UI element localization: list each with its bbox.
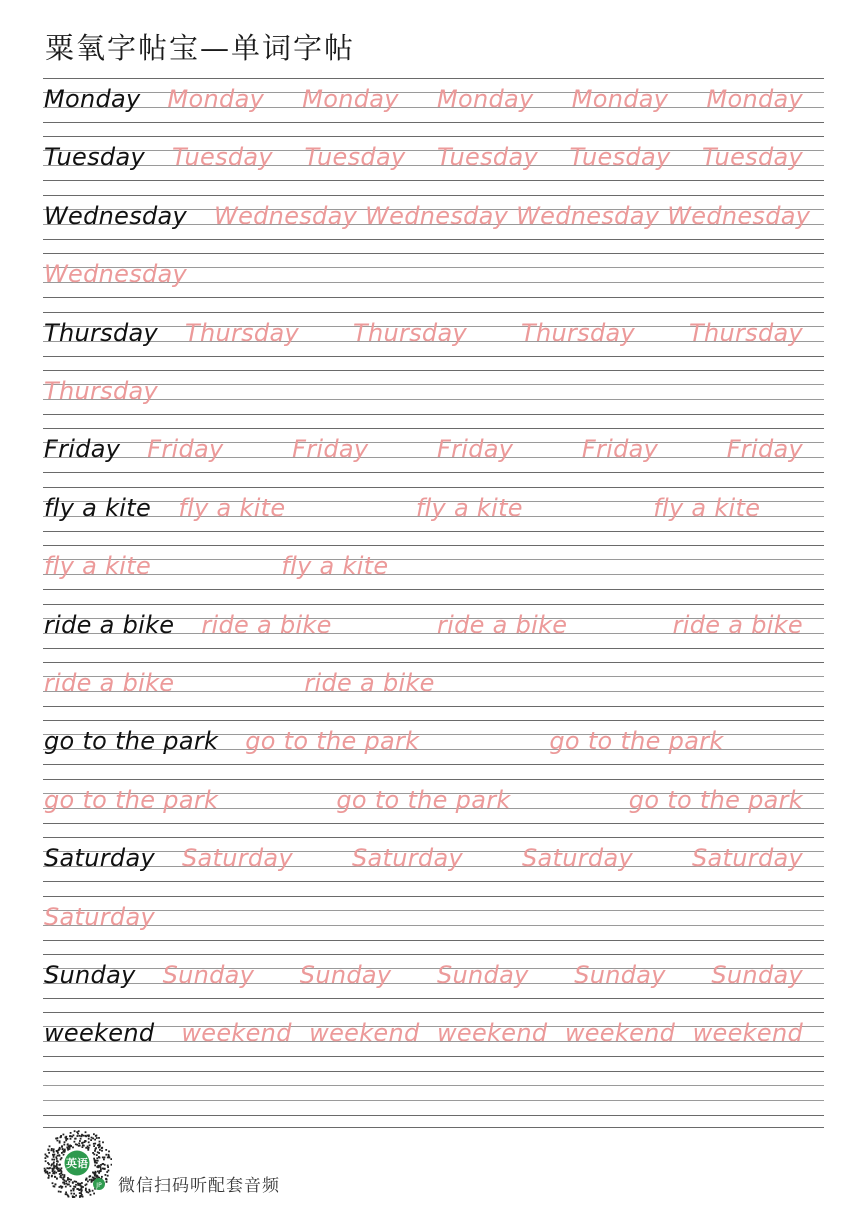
trace-word: Sunday: [162, 961, 255, 989]
guide-line: [43, 122, 824, 123]
guide-line: [43, 823, 824, 824]
guide-line: [43, 312, 824, 313]
qr-corner-label: JP: [96, 1182, 102, 1189]
guide-line: [43, 983, 824, 984]
model-word: ride a bike: [44, 610, 175, 639]
guide-line: [43, 531, 824, 532]
model-word: fly a kite: [44, 493, 152, 522]
trace-word: Wednesday: [44, 260, 188, 289]
model-word: weekend: [44, 1019, 155, 1048]
model-word: Sunday: [44, 961, 136, 989]
trace-word: weekend: [564, 1019, 676, 1048]
trace-word: fly a kite: [178, 493, 286, 522]
guide-line: [43, 487, 824, 488]
writing-row: [43, 954, 824, 1012]
trace-word: go to the park: [628, 785, 803, 814]
trace-word: ride a bike: [304, 669, 435, 697]
guide-line: [43, 195, 824, 196]
grid-bottom-line: [43, 1127, 824, 1128]
writing-row: [43, 253, 824, 311]
guide-line: [43, 370, 824, 371]
writing-row: [43, 779, 824, 837]
trace-word: Sunday: [574, 961, 666, 989]
trace-word: go to the park: [549, 727, 724, 756]
trace-word: Thursday: [521, 318, 635, 347]
guide-line: [43, 910, 824, 911]
trace-word: Sunday: [437, 961, 529, 989]
trace-word: fly a kite: [415, 493, 523, 522]
writing-row: [43, 1012, 824, 1070]
guide-line: [43, 78, 824, 79]
writing-row: [43, 1071, 824, 1129]
writing-row: [43, 428, 824, 486]
trace-word: fly a kite: [281, 552, 389, 581]
guide-line: [43, 779, 824, 780]
writing-row: [43, 487, 824, 545]
guide-line: [43, 136, 824, 137]
trace-word: Thursday: [184, 318, 299, 347]
guide-line: [43, 399, 824, 400]
trace-word: ride a bike: [44, 669, 175, 697]
writing-row: [43, 837, 824, 895]
trace-word: Thursday: [689, 318, 803, 347]
trace-word: Thursday: [44, 377, 158, 405]
guide-line: [43, 764, 824, 765]
guide-line: [43, 384, 824, 385]
writing-row: [43, 662, 824, 720]
guide-line: [43, 559, 824, 560]
trace-word: Friday: [726, 435, 803, 464]
trace-word: Wednesday: [365, 201, 509, 230]
guide-line: [43, 648, 824, 649]
trace-word: Wednesday: [516, 201, 660, 230]
writing-row: [43, 896, 824, 954]
writing-row: [43, 136, 824, 194]
guide-line: [43, 662, 824, 663]
guide-line: [43, 720, 824, 721]
model-word: Wednesday: [44, 201, 188, 230]
trace-word: Wednesday: [667, 201, 811, 230]
guide-line: [43, 589, 824, 590]
trace-word: Monday: [706, 85, 803, 113]
guide-line: [43, 1085, 824, 1086]
model-word: Saturday: [44, 844, 155, 873]
guide-line: [43, 1100, 824, 1101]
guide-line: [43, 925, 824, 926]
qr-badge-label: 英语: [66, 1157, 88, 1170]
guide-line: [43, 1012, 824, 1013]
guide-line: [43, 356, 824, 357]
writing-row: [43, 78, 824, 136]
guide-line: [43, 180, 824, 181]
trace-word: fly a kite: [44, 552, 152, 581]
trace-word: Saturday: [181, 844, 293, 873]
guide-line: [43, 545, 824, 546]
guide-line: [43, 706, 824, 707]
model-word: Monday: [44, 85, 141, 113]
trace-word: Tuesday: [437, 143, 538, 172]
trace-word: Tuesday: [702, 143, 803, 172]
trace-word: Thursday: [352, 318, 467, 347]
guide-line: [43, 954, 824, 955]
guide-line: [43, 472, 824, 473]
guide-line: [43, 414, 824, 415]
trace-word: Monday: [437, 85, 534, 113]
guide-line: [43, 1115, 824, 1116]
writing-row: [43, 545, 824, 603]
guide-line: [43, 1056, 824, 1057]
guide-line: [43, 968, 824, 969]
trace-word: ride a bike: [201, 610, 332, 639]
guide-line: [43, 253, 824, 254]
model-word: Friday: [44, 435, 121, 464]
trace-word: Monday: [571, 85, 669, 113]
qr-code: [42, 1128, 112, 1198]
guide-line: [43, 297, 824, 298]
writing-row: [43, 195, 824, 253]
page-title: 粟氧字帖宝—单词字帖: [45, 31, 356, 65]
writing-row: [43, 720, 824, 778]
writing-row: [43, 370, 824, 428]
trace-word: go to the park: [336, 785, 511, 814]
trace-word: Friday: [292, 435, 369, 464]
trace-word: weekend: [692, 1019, 803, 1048]
model-word: Thursday: [44, 318, 158, 347]
guide-line: [43, 428, 824, 429]
guide-line: [43, 940, 824, 941]
trace-word: Monday: [302, 85, 399, 113]
guide-line: [43, 837, 824, 838]
trace-word: Wednesday: [214, 201, 358, 230]
trace-word: fly a kite: [653, 493, 761, 522]
trace-word: Tuesday: [569, 143, 671, 172]
trace-word: Saturday: [692, 844, 803, 873]
trace-word: weekend: [181, 1019, 292, 1048]
guide-line: [43, 239, 824, 240]
trace-word: go to the park: [44, 785, 219, 814]
trace-word: Saturday: [351, 844, 463, 873]
trace-word: Friday: [437, 435, 514, 464]
trace-word: Saturday: [44, 902, 155, 931]
guide-line: [43, 881, 824, 882]
trace-word: Monday: [167, 85, 265, 113]
writing-row: [43, 312, 824, 370]
trace-word: ride a bike: [672, 610, 803, 639]
trace-word: Tuesday: [171, 143, 273, 172]
guide-line: [43, 1071, 824, 1072]
trace-word: weekend: [437, 1019, 548, 1048]
guide-line: [43, 574, 824, 575]
trace-word: go to the park: [245, 727, 420, 756]
guide-line: [43, 998, 824, 999]
trace-word: Tuesday: [304, 143, 406, 172]
model-word: Tuesday: [44, 143, 145, 172]
trace-word: Sunday: [299, 961, 392, 989]
guide-line: [43, 604, 824, 605]
guide-line: [43, 896, 824, 897]
trace-word: Sunday: [711, 961, 803, 989]
trace-word: ride a bike: [437, 610, 568, 639]
trace-word: Saturday: [522, 844, 633, 873]
trace-word: Friday: [147, 435, 224, 464]
trace-word: weekend: [309, 1019, 420, 1048]
scan-caption: 微信扫码听配套音频: [118, 1176, 280, 1196]
trace-word: Friday: [581, 435, 659, 464]
writing-row: [43, 604, 824, 662]
model-word: go to the park: [44, 727, 219, 756]
